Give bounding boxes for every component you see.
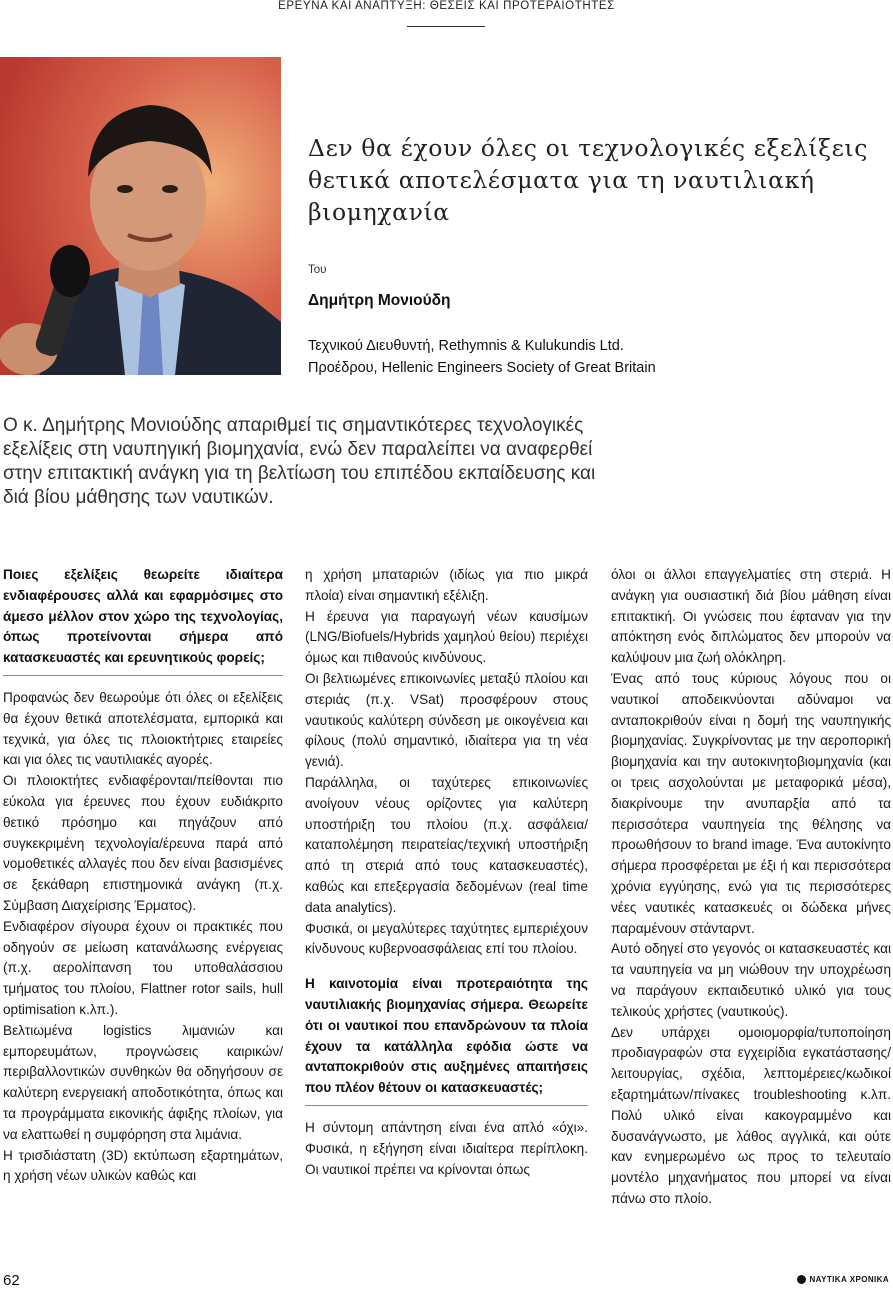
body-paragraph: Οι βελτιωμένες επικοινωνίες μεταξύ πλοίου και στεριάς (π.χ. VSat) προσφέρουν στους ναυτικούς καλύτερη σύνδεση με οικογένεια και φίλους (πολύ σημαντικό, ιδιαίτερα για τη νέα γενιά). <box>305 670 588 770</box>
byline-prefix: Του <box>308 264 327 276</box>
body-paragraph: Η έρευνα για παραγωγή νέων καυσίμων (LNG/Biofuels/Hybrids χαμηλού θείου) περιέχει όμως και πιθανούς κινδύνους. <box>305 608 588 666</box>
brand-logo-icon <box>797 1275 806 1284</box>
column-2 <box>305 565 588 1180</box>
title-line: βιομηχανία <box>308 198 450 226</box>
interview-question: Η καινοτομία είναι προτεραιότητα της ναυτιλιακής βιομηχανίας σήμερα. Θεωρείτε ότι οι ναυτικοί που επανδρώνουν τα πλοία έχουν τα κατάλληλα εφόδια ώστε να ανταποκριθούν στις αυξημένες απαιτήσεις που πλέον θέτουν οι κατασκευαστές; <box>305 976 588 1096</box>
section-header-rule <box>407 26 485 27</box>
interview-question: Ποιες εξελίξεις θεωρείτε ιδιαίτερα ενδιαφέρουσες αλλά και εφαρμόσιμες στο άμεσο μέλλον στον χώρο της τεχνολογίας, όπως προτείνονται σήμερα από κατασκευαστές και ερευνητικούς φορείς; <box>3 567 283 666</box>
title-line: θετικά αποτελέσματα για τη ναυτιλιακή <box>308 166 815 194</box>
question-divider <box>3 675 283 676</box>
column-3 <box>611 565 891 1210</box>
lead-line: Ο κ. Δημήτρης Μονιούδης απαριθμεί τις σημαντικότερες τεχνολογικές <box>3 415 584 436</box>
lead-line: εξελίξεις στη ναυπηγική βιομηχανία, ενώ δεν παραλείπει να αναφερθεί <box>3 439 593 460</box>
body-paragraph: Οι πλοιοκτήτες ενδιαφέρονται/πείθονται πιο εύκολα για έρευνες που έχουν ευδιάκριτο θετικό πρόσημο και πηγάζουν από συγκεκριμένη τεχνολογία/έρευνα παρά από νομοθετικές αλλαγές που δεν είναι βασισμένες σε ξεκάθαρη επιστημονικά ανάγκη (π.χ. Σύμβαση Διαχείρισης Έρματος). <box>3 773 283 913</box>
section-header: ΕΡΕΥΝΑ ΚΑΙ ΑΝΑΠΤΥΞΗ: ΘΕΣΕΙΣ ΚΑΙ ΠΡΟΤΕΡΑΙΟΤΗΤΕΣ <box>278 0 615 12</box>
author-role-line: Τεχνικού Διευθυντή, Rethymnis & Kulukundis Ltd. <box>308 338 624 354</box>
brand-name: ΝΑΥΤΙΚΑ ΧΡΟΝΙΚΑ <box>809 1275 889 1284</box>
body-paragraph: Φυσικά, οι μεγαλύτερες ταχύτητες εμπεριέχουν κίνδυνους κυβερνοασφάλειας επί του πλοίου. <box>305 920 588 957</box>
body-paragraph: Η τρισδιάστατη (3D) εκτύπωση εξαρτημάτων, η χρήση νέων υλικών καθώς και <box>3 1147 283 1184</box>
lead-line: διά βίου μάθησης των ναυτικών. <box>3 487 274 508</box>
body-paragraph: Η σύντομη απάντηση είναι ένα απλό «όχι». Φυσικά, η εξήγηση είναι ιδιαίτερα περίπλοκη. Οι ναυτικοί πρέπει να κρίνονται όπως <box>305 1119 588 1177</box>
body-paragraph: Ενδιαφέρον σίγουρα έχουν οι πρακτικές που οδηγούν σε μείωση κατανάλωσης ενέργειας (π.χ. αερολίπανση του υποθαλάσσιου τμήματος του πλοίου, Flattner rotor sails, hull optimisation κ.λπ.). <box>3 918 283 1017</box>
body-paragraph: Παράλληλα, οι ταχύτερες επικοινωνίες ανοίγουν νέους ορίζοντες για καλύτερη υποστήριξη του πλοίου (π.χ. ασφάλεια/καταπολέμηση πειρατείας/τεχνική υποστήριξη από τη στεριά από τους κατασκευαστές), καθώς και επεξεργασία δεδομένων (real time data analytics). <box>305 774 588 915</box>
lead-paragraph <box>3 414 596 510</box>
body-paragraph: Προφανώς δεν θεωρούμε ότι όλες οι εξελίξεις θα έχουν θετικά αποτελέσματα, εμπορικά και τεχνικά, για όλες τις πλοιοκτήτριες εταιρείες και για όλες τις ναυτιλιακές αγορές. <box>3 689 283 768</box>
author-photo <box>0 57 281 375</box>
body-paragraph: όλοι οι άλλοι επαγγελματίες στη στεριά. Η ανάγκη για ουσιαστική διά βίου μάθηση είναι επιτακτική. Οι γνώσεις που έφταναν για την απόκτηση ενός διπλώματος δεν μπορούν να καλύψουν μια ζωή ολόκληρη. <box>611 567 891 666</box>
spacer <box>305 960 588 974</box>
body-paragraph: Δεν υπάρχει ομοιομορφία/τυποποίηση προδιαγραφών στα εγχειρίδια εγκατάστασης/λειτουργίας, σχέδια, λεπτομέρειες/κωδικοί εξαρτημάτων/πίνακες troubleshooting κ.λπ. Πολύ υλικό είναι κακογραμμένο και δυσανάγνωστο, με λάθος αγγλικά, και ούτε καν ενημερωμένο ως προς το τελευταίο μοντέλο μηχανήματος που μπορεί να είναι πάνω στο πλοίο. <box>611 1024 891 1206</box>
body-paragraph: η χρήση μπαταριών (ιδίως για πιο μικρά πλοία) είναι σημαντική εξέλιξη. <box>305 567 588 603</box>
author-role-line: Προέδρου, Hellenic Engineers Society of Great Britain <box>308 360 656 376</box>
page-number: 62 <box>3 1272 20 1289</box>
title-line: Δεν θα έχουν όλες οι τεχνολογικές εξελίξεις <box>308 134 869 162</box>
body-paragraph: Ένας από τους κύριους λόγους που οι ναυτικοί αποδεικνύονται αδύναμοι να ανταποκριθούν είναι η δομή της ναυπηγικής βιομηχανίας. Συγκρίνοντας με την αεροπορική βιομηχανία και την αυτοκινητοβιομηχανία (και οι τρεις ασχολούνται με μεταφορικά μέσα), διακρίνουμε την ανυπαρξία από τα περισσότερα ναυπηγεία της θέλησης να προωθήσουν το brand image. Ένα αυτοκίνητο σήμερα προσφέρεται με έξι ή και περισσότερα χρόνια εγγύησης, ενώ για τις περισσότερες νέες ναυτικές κατασκευές οι δώδεκα μήνες παραμένουν στάνταρντ. <box>611 670 891 936</box>
publication-brand <box>797 1275 890 1284</box>
body-paragraph: Αυτό οδηγεί στο γεγονός οι κατασκευαστές και τα ναυπηγεία να μη νιώθουν την υποχρέωση να παράγουν εκπαιδευτικό υλικό για τους τελικούς χρήστες (ναυτικούς). <box>611 941 891 1019</box>
question-divider <box>305 1105 588 1106</box>
column-1 <box>3 565 283 1187</box>
author-role <box>308 335 656 379</box>
body-paragraph: Βελτιωμένα logistics λιμανιών και εμπορευμάτων, προγνώσεις καιρικών/περιβαλλοντικών συνθηκών θα οδηγήσουν σε καλύτερη ενεργειακή αποδοτικότητα, όπως και τα προγράμματα εικονικής άφιξης πλοίων, για να ελαττωθεί η συμφόρηση στα λιμάνια. <box>3 1022 283 1142</box>
lead-line: στην επιτακτική ανάγκη για τη βελτίωση του επιπέδου εκπαίδευσης και <box>3 463 596 484</box>
article-title <box>308 132 868 228</box>
author-name: Δημήτρη Μονιούδη <box>308 292 451 309</box>
